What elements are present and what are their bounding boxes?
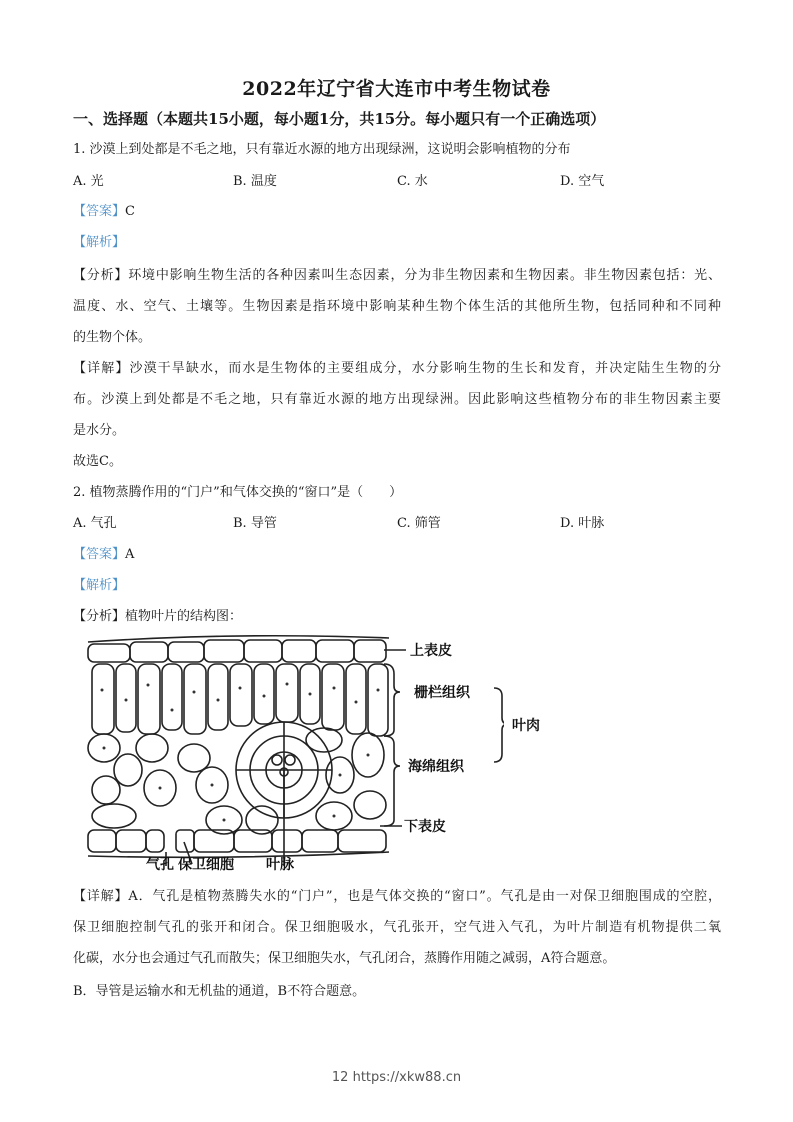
leaf-cross-section-illustration: [84, 630, 504, 875]
q2-xiangjie-line-1: [73, 889, 721, 905]
page-number: 12: [331, 1070, 349, 1085]
question-1-stem: 1. 沙漠上到处都是不毛之地，只有靠近水源的地方出现绿洲，这说明会影响植物的分布: [73, 142, 571, 157]
label-lower-epidermis: 下表皮: [404, 819, 446, 835]
xiangjie-tag: 【详解】: [73, 361, 130, 376]
fenxi-tag: 【分析】: [73, 609, 126, 624]
answer-value: A: [125, 547, 135, 562]
q2-xiangjie-line-4: B．导管是运输水和无机盐的通道，B不符合题意。: [73, 984, 366, 999]
q1-fenxi-line-2: 温度、水、空气、土壤等。生物因素是指环境中影响某种生物个体生活的其他所生物，包括同种和不同种: [73, 299, 721, 314]
footer-url[interactable]: https://xkw88.cn: [352, 1070, 462, 1085]
question-2-stem: 2. 植物蒸腾作用的“门户”和气体交换的“窗口”是（ ）: [73, 485, 403, 500]
q2-answer: [73, 547, 134, 563]
q2-option-a: A. 气孔: [73, 516, 117, 531]
xiangjie-text: 沙漠干旱缺水，而水是生物体的主要组成分，水分影响生物的生长和发育，并决定陆生生物的分: [129, 361, 721, 376]
label-spongy-tissue: 海绵组织: [408, 759, 464, 775]
label-stoma: 气孔: [146, 857, 174, 873]
q1-analysis-tag: 【解析】: [73, 235, 126, 250]
label-mesophyll: 叶肉: [512, 718, 540, 734]
fenxi-text: 环境中影响生物生活的各种因素叫生态因素，分为非生物因素和生物因素。非生物因素包括：光、: [128, 268, 721, 283]
answer-tag: 【答案】: [73, 547, 126, 562]
leaf-structure-diagram: [84, 630, 540, 875]
label-palisade-tissue: 栅栏组织: [414, 685, 470, 701]
fenxi-tag: 【分析】: [73, 268, 129, 283]
q1-xiangjie-line-2: 布。沙漠上到处都是不毛之地，只有靠近水源的地方出现绿洲。因此影响这些植物分布的非生物因素主要: [73, 392, 721, 407]
q1-fenxi-line-3: 的生物个体。: [73, 330, 152, 345]
q2-option-d: D. 叶脉: [560, 516, 605, 531]
page-footer: [0, 1070, 793, 1085]
q2-xiangjie-line-3: 化碳，水分也会通过气孔而散失；保卫细胞失水，气孔闭合，蒸腾作用随之减弱，A符合题意。: [73, 951, 616, 966]
xiangjie-text: A．气孔是植物蒸腾失水的“门户”，也是气体交换的“窗口”。气孔是由一对保卫细胞围成的空腔，: [128, 889, 721, 904]
q1-xiangjie-line-1: [73, 361, 721, 377]
xiangjie-tag: 【详解】: [73, 889, 129, 904]
answer-tag: 【答案】: [73, 204, 126, 219]
label-vein: 叶脉: [266, 857, 294, 873]
q2-option-c: C. 筛管: [397, 516, 441, 531]
q2-xiangjie-line-2: 保卫细胞控制气孔的张开和闭合。保卫细胞吸水，气孔张开，空气进入气孔，为叶片制造有机物提供二氧: [73, 920, 721, 935]
q1-option-c: C. 水: [397, 174, 428, 189]
fenxi-text: 植物叶片的结构图：: [125, 609, 243, 624]
page-title: 2022年辽宁省大连市中考生物试卷: [242, 78, 551, 100]
q1-option-b: B. 温度: [233, 174, 277, 189]
label-guard-cell: 保卫细胞: [178, 857, 234, 873]
q2-option-b: B. 导管: [233, 516, 277, 531]
label-upper-epidermis: 上表皮: [410, 643, 452, 659]
q2-analysis-tag: 【解析】: [73, 578, 126, 593]
q1-fenxi-line-1: [73, 268, 721, 284]
q1-option-d: D. 空气: [560, 174, 605, 189]
q1-answer: [73, 204, 135, 220]
q1-xiangjie-line-3: 是水分。: [73, 423, 126, 438]
q2-fenxi-line: [73, 609, 242, 625]
q1-option-a: A. 光: [73, 174, 104, 189]
answer-value: C: [125, 204, 135, 219]
section-heading: 一、选择题（本题共15小题，每小题1分，共15分。每小题只有一个正确选项）: [73, 110, 606, 128]
q1-conclusion: 故选C。: [73, 454, 122, 469]
